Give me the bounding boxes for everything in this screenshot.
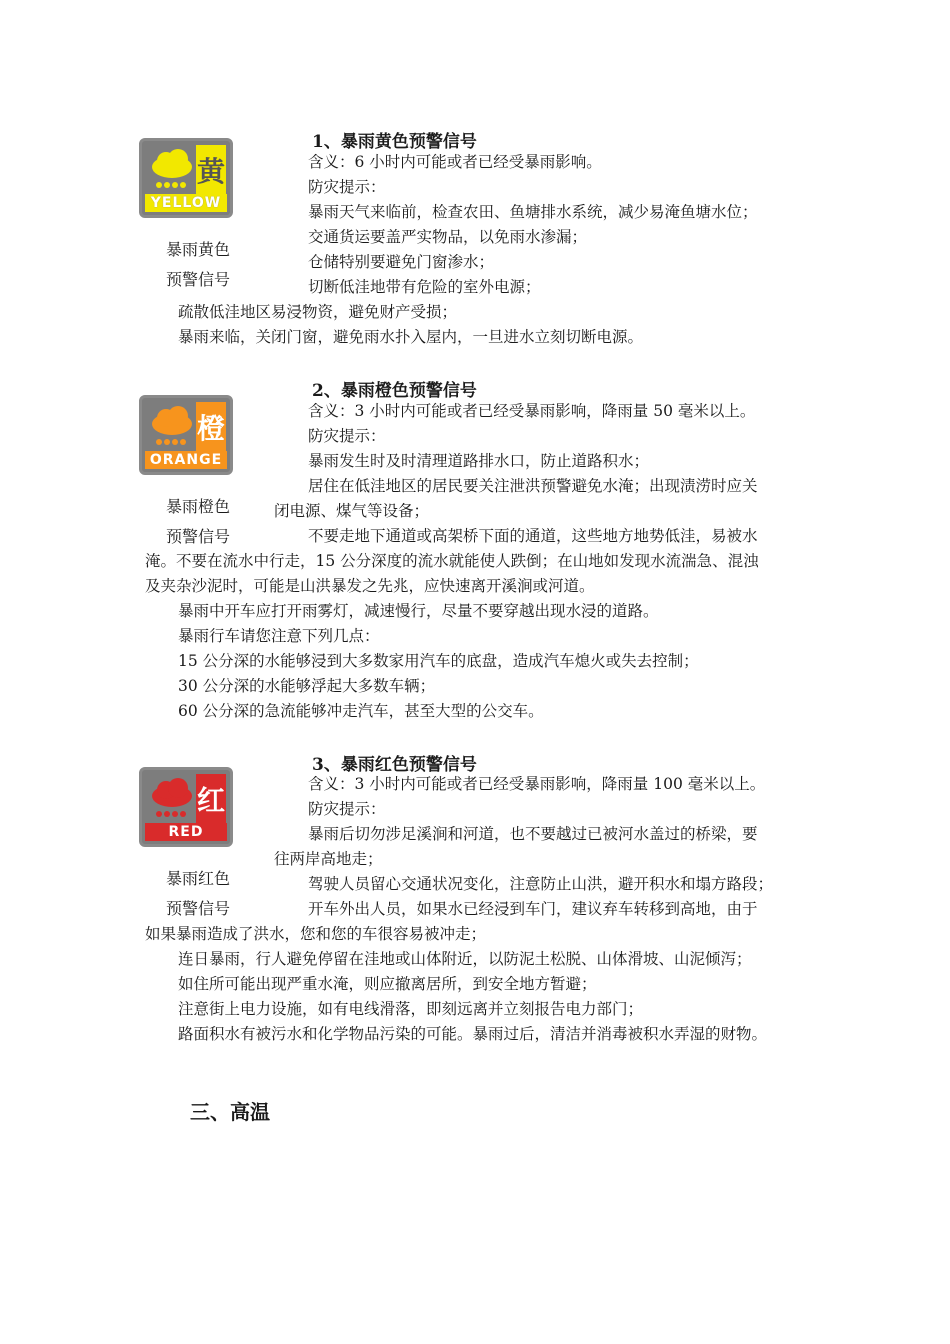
rain-cloud-icon bbox=[146, 774, 198, 824]
section-heading: 1、暴雨黄色预警信号 bbox=[312, 132, 477, 152]
rain-cloud-icon bbox=[146, 145, 198, 195]
text-line: 暴雨后切勿涉足溪涧和河道，也不要越过已被河水盖过的桥梁，要 bbox=[308, 825, 758, 843]
icon-caption: 预警信号 bbox=[166, 899, 231, 918]
text-line: 暴雨来临，关闭门窗，避免雨水扑入屋内，一旦进水立刻切断电源。 bbox=[178, 328, 644, 346]
text-line: 疏散低洼地区易浸物资，避免财产受损； bbox=[178, 303, 458, 321]
text-line: 暴雨发生时及时清理道路排水口，防止道路积水； bbox=[308, 452, 650, 470]
text-line: 开车外出人员，如果水已经浸到车门，建议弃车转移到高地，由于 bbox=[308, 900, 758, 918]
section-heading: 2、暴雨橙色预警信号 bbox=[312, 381, 477, 401]
text-line: 往两岸高地走； bbox=[274, 850, 383, 868]
text-line: 30 公分深的水能够浮起大多数车辆； bbox=[178, 677, 436, 695]
icon-word: ORANGE bbox=[145, 451, 227, 469]
yellow-rainstorm-icon bbox=[139, 138, 233, 218]
text-line: 如住所可能出现严重水淹，则应撤离居所，到安全地方暂避； bbox=[178, 975, 597, 993]
orange-rainstorm-icon bbox=[139, 395, 233, 475]
section-heading: 3、暴雨红色预警信号 bbox=[312, 755, 477, 775]
icon-character: 黄 bbox=[196, 145, 226, 195]
text-line: 暴雨中开车应打开雨雾灯，减速慢行，尽量不要穿越出现水浸的道路。 bbox=[178, 602, 659, 620]
text-line: 及夹杂沙泥时，可能是山洪暴发之先兆，应快速离开溪涧或河道。 bbox=[145, 577, 595, 595]
icon-caption: 暴雨橙色 bbox=[166, 497, 231, 516]
text-line: 切断低洼地带有危险的室外电源； bbox=[308, 278, 541, 296]
icon-character: 橙 bbox=[196, 402, 226, 452]
icon-word: RED bbox=[145, 823, 227, 841]
text-line: 淹。不要在流水中行走，15 公分深度的流水就能使人跌倒；在山地如发现水流湍急、混浊 bbox=[145, 552, 759, 570]
text-line: 防灾提示： bbox=[308, 800, 386, 818]
red-rainstorm-icon bbox=[139, 767, 233, 847]
rain-cloud-icon bbox=[146, 402, 198, 452]
text-line: 居住在低洼地区的居民要关注泄洪预警避免水淹；出现渍涝时应关 bbox=[308, 477, 758, 495]
text-line: 闭电源、煤气等设备； bbox=[274, 502, 430, 520]
icon-caption: 预警信号 bbox=[166, 527, 231, 546]
icon-character: 红 bbox=[196, 774, 226, 824]
text-line: 防灾提示： bbox=[308, 427, 386, 445]
text-line: 含义：6 小时内可能或者已经受暴雨影响。 bbox=[308, 153, 602, 171]
icon-caption: 预警信号 bbox=[166, 270, 231, 289]
text-line: 路面积水有被污水和化学物品污染的可能。暴雨过后，清洁并消毒被积水弄湿的财物。 bbox=[178, 1025, 768, 1043]
text-line: 交通货运要盖严实物品，以免雨水渗漏； bbox=[308, 228, 588, 246]
text-line: 不要走地下通道或高架桥下面的通道，这些地方地势低洼，易被水 bbox=[308, 527, 758, 545]
text-line: 60 公分深的急流能够冲走汽车，甚至大型的公交车。 bbox=[178, 702, 544, 720]
chapter-heading: 三、高温 bbox=[190, 1100, 270, 1124]
text-line: 注意街上电力设施，如有电线滑落，即刻远离并立刻报告电力部门； bbox=[178, 1000, 644, 1018]
text-line: 含义：3 小时内可能或者已经受暴雨影响，降雨量 100 毫米以上。 bbox=[308, 775, 766, 793]
icon-word: YELLOW bbox=[145, 194, 227, 212]
text-line: 仓储特别要避免门窗渗水； bbox=[308, 253, 495, 271]
text-line: 含义：3 小时内可能或者已经受暴雨影响，降雨量 50 毫米以上。 bbox=[308, 402, 756, 420]
text-line: 暴雨天气来临前，检查农田、鱼塘排水系统，减少易淹鱼塘水位； bbox=[308, 203, 758, 221]
text-line: 暴雨行车请您注意下列几点： bbox=[178, 627, 380, 645]
text-line: 15 公分深的水能够浸到大多数家用汽车的底盘，造成汽车熄火或失去控制； bbox=[178, 652, 699, 670]
text-line: 防灾提示： bbox=[308, 178, 386, 196]
icon-caption: 暴雨黄色 bbox=[166, 240, 231, 259]
icon-caption: 暴雨红色 bbox=[166, 869, 231, 888]
text-line: 如果暴雨造成了洪水，您和您的车很容易被冲走； bbox=[145, 925, 487, 943]
text-line: 连日暴雨，行人避免停留在洼地或山体附近，以防泥土松脱、山体滑坡、山泥倾泻； bbox=[178, 950, 752, 968]
text-line: 驾驶人员留心交通状况变化，注意防止山洪，避开积水和塌方路段； bbox=[308, 875, 774, 893]
